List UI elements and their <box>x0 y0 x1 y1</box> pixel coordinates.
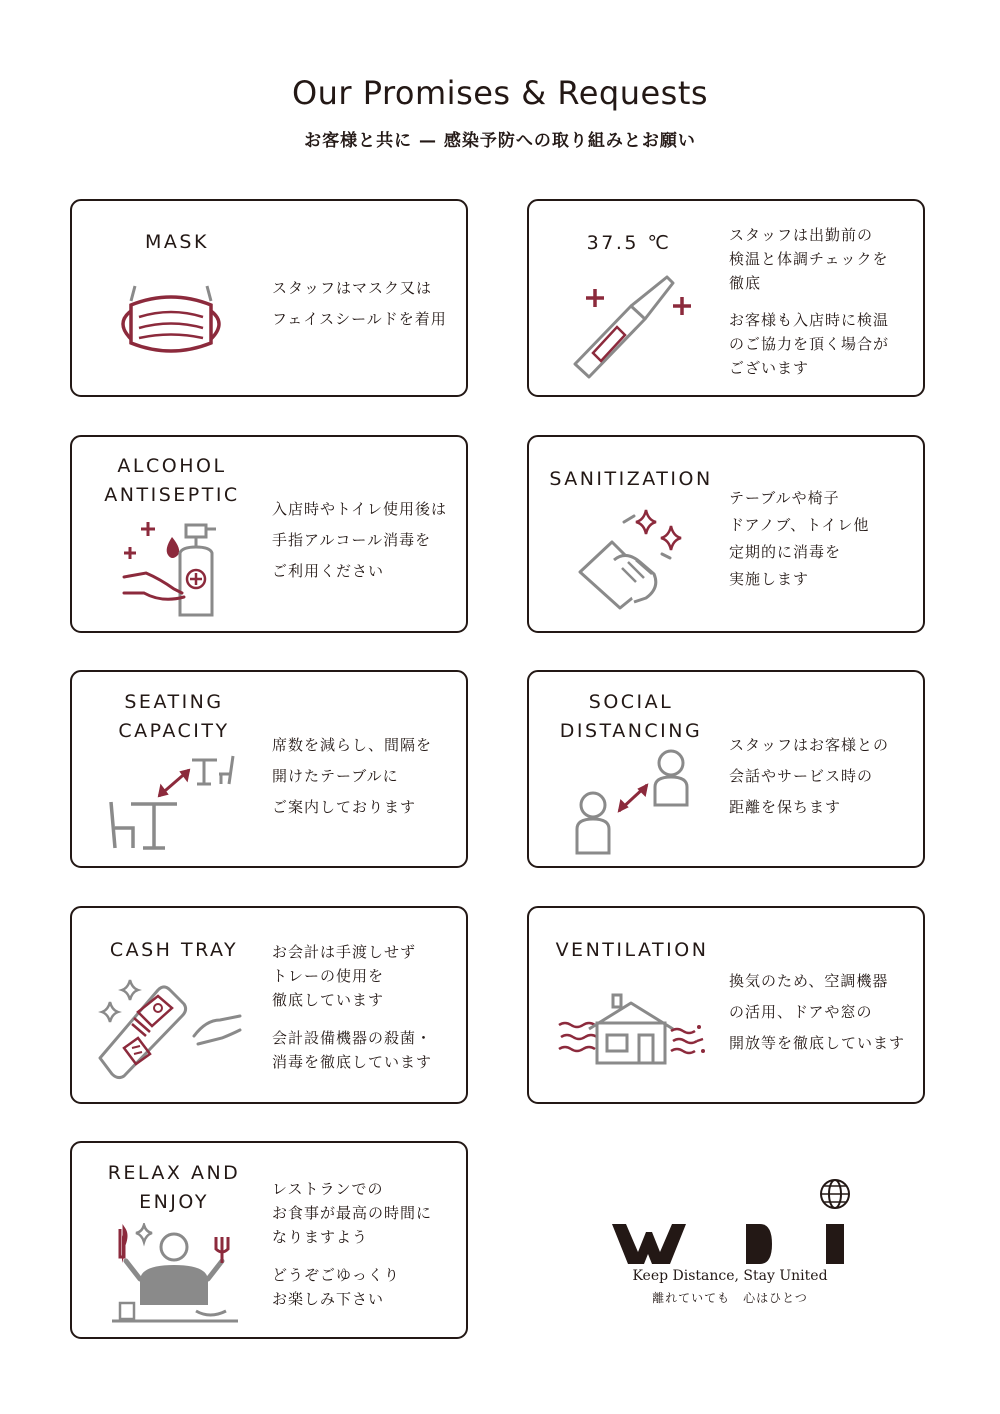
cash-tray-icon <box>94 976 249 1085</box>
two-people-icon <box>569 747 694 861</box>
card-text: スタッフはお客様との 会話やサービス時の 距離を保ちます <box>729 736 890 816</box>
card-label: ALCOHOL ANTISEPTIC <box>104 455 240 506</box>
card-label: VENTILATION <box>555 939 709 961</box>
card-cash-tray <box>70 906 468 1104</box>
sanitizer-hand-icon <box>122 517 232 626</box>
card-text: スタッフはマスク又は フェイスシールドを着用 <box>272 279 447 328</box>
page-title: Our Promises & Requests <box>291 74 709 112</box>
house-wind-icon <box>557 991 707 1075</box>
card-label: RELAX AND ENJOY <box>107 1162 241 1213</box>
diner-icon <box>110 1223 240 1329</box>
card-label: SANITIZATION <box>549 468 713 490</box>
logo-tagline: Keep Distance, Stay United <box>632 1268 828 1284</box>
card-mask <box>70 199 468 397</box>
card-text: テーブルや椅子 ドアノブ、トイレ他 定期的に消毒を 実施します <box>729 489 870 588</box>
mask-icon <box>107 281 237 365</box>
card-social-distancing <box>527 670 925 868</box>
logo-tagline-jp: 離れていても 心はひとつ <box>652 1291 808 1305</box>
card-text: 席数を減らし、間隔を 開けたテーブルに ご案内しております <box>272 736 433 816</box>
card-temperature <box>527 199 925 397</box>
card-label: SEATING CAPACITY <box>118 691 230 742</box>
card-alcohol-antiseptic <box>70 435 468 633</box>
table-chair-icon <box>107 752 242 858</box>
card-text: スタッフは出勤前の 検温と体調チェックを 徹底 お客様も入店時に検温 のご協力を頂く場合が ございます <box>729 226 890 377</box>
card-label: MASK <box>145 231 209 253</box>
thermometer-icon <box>567 269 697 388</box>
card-text: 換気のため、空調機器 の活用、ドアや窓の 開放等を徹底しています <box>729 972 906 1052</box>
card-ventilation <box>527 906 925 1104</box>
card-text: レストランでの お食事が最高の時間に なりますよう どうぞごゆっくり お楽しみ下さい <box>272 1180 433 1308</box>
card-label: SOCIAL DISTANCING <box>559 691 703 742</box>
wiping-hand-icon <box>574 502 694 616</box>
globe-icon <box>821 1180 849 1208</box>
card-seating-capacity <box>70 670 468 868</box>
page-subtitle: お客様と共に — 感染予防への取り組みとお願い <box>304 131 696 151</box>
card-text: 入店時やトイレ使用後は 手指アルコール消毒を ご利用ください <box>272 500 447 580</box>
card-label: CASH TRAY <box>109 939 239 961</box>
card-text: お会計は手渡しせず トレーの使用を 徹底しています 会計設備機器の殺菌・ 消毒を徹底しています <box>272 943 433 1071</box>
card-relax-and-enjoy <box>70 1141 468 1339</box>
card-sanitization <box>527 435 925 633</box>
card-label: 37.5 ℃ <box>586 232 672 254</box>
